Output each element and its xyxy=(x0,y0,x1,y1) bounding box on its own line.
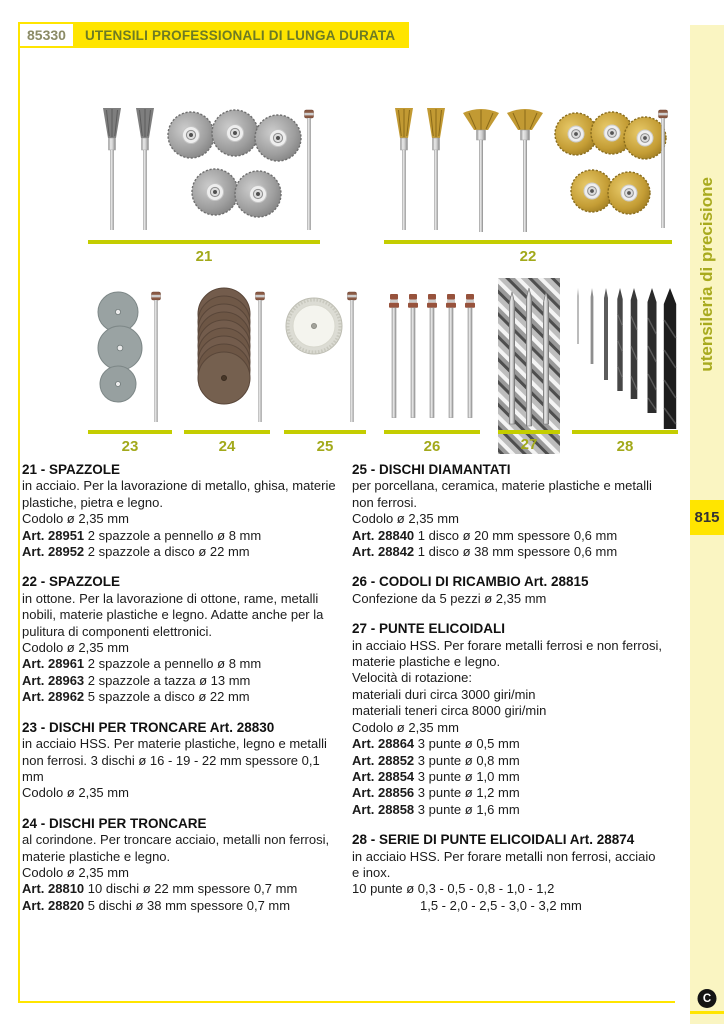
item-number: 26 xyxy=(423,438,441,455)
section-26 xyxy=(352,574,664,607)
section-28 xyxy=(352,832,664,914)
spare-mandrels-image xyxy=(384,284,480,430)
catalog-number: 85330 xyxy=(18,22,75,48)
item-number: 24 xyxy=(218,438,236,455)
page-title: UTENSILI PROFESSIONALI DI LUNGA DURATA xyxy=(75,22,409,48)
corundum-cutting-discs-image xyxy=(184,284,270,430)
item-underline xyxy=(184,430,270,434)
section-paragraph: Codolo ø 2,35 mm xyxy=(352,511,459,527)
section-23 xyxy=(22,720,340,802)
article-line: Art. 28854 3 punte ø 1,0 mm xyxy=(352,768,520,784)
diamond-disc-image xyxy=(284,284,366,430)
article-line: Art. 28864 3 punte ø 0,5 mm xyxy=(352,736,520,752)
side-strip-bottom-line xyxy=(690,1011,724,1014)
item-number: 27 xyxy=(520,436,538,453)
article-line: Art. 28858 3 punte ø 1,6 mm xyxy=(352,801,520,817)
article-line: Art. 28951 2 spazzole a pennello ø 8 mm xyxy=(22,527,262,543)
section-24 xyxy=(22,816,340,914)
page-number-badge: 815 xyxy=(690,500,724,535)
product-figure-25 xyxy=(284,284,366,455)
product-figure-22 xyxy=(384,102,672,265)
section-paragraph: Codolo ø 2,35 mm xyxy=(22,511,129,527)
section-heading: 27 - PUNTE ELICOIDALI xyxy=(352,621,506,637)
section-paragraph: Confezione da 5 pezzi ø 2,35 mm xyxy=(352,590,547,606)
description-column-right xyxy=(352,462,664,928)
product-figure-23 xyxy=(88,284,172,455)
section-paragraph: in acciaio HSS. Per materie plastiche, legno e metalli non ferrosi. 3 dischi ø 16 - 19 - 22 mm spessore 0,1 mm xyxy=(22,736,327,784)
article-line: Art. 28810 10 dischi ø 22 mm spessore 0,7 mm xyxy=(22,881,298,897)
section-heading: 26 - CODOLI DI RICAMBIO Art. 28815 xyxy=(352,574,589,590)
item-underline xyxy=(384,430,480,434)
twist-drill-series-image xyxy=(572,284,678,430)
article-line: Art. 28961 2 spazzole a pennello ø 8 mm xyxy=(22,656,262,672)
section-paragraph: Velocità di rotazione: xyxy=(352,670,472,686)
product-figure-21 xyxy=(88,102,320,265)
article-line: Art. 28852 3 punte ø 0,8 mm xyxy=(352,752,520,768)
item-number: 28 xyxy=(616,438,634,455)
product-figure-27 xyxy=(498,284,560,469)
section-paragraph: Codolo ø 2,35 mm xyxy=(352,719,459,735)
section-paragraph: Codolo ø 2,35 mm xyxy=(22,864,129,880)
product-figure-26 xyxy=(384,284,480,455)
section-27 xyxy=(352,621,664,818)
section-paragraph: 1,5 - 2,0 - 2,5 - 3,0 - 3,2 mm xyxy=(420,897,582,913)
steel-brush-set-image xyxy=(88,102,320,240)
section-paragraph: per porcellana, ceramica, materie plastiche e metalli non ferrosi. xyxy=(352,478,652,510)
section-paragraph: 10 punte ø 0,3 - 0,5 - 0,8 - 1,0 - 1,2 xyxy=(352,881,555,897)
description-column-left xyxy=(22,462,340,928)
header xyxy=(18,22,409,48)
c-logo-icon: C xyxy=(698,989,717,1008)
section-heading: 21 - SPAZZOLE xyxy=(22,462,121,477)
brass-brush-set-image xyxy=(384,102,672,240)
section-paragraph: Codolo ø 2,35 mm xyxy=(22,785,129,801)
side-strip-vertical-text: utensileria di precisione xyxy=(697,177,716,372)
section-paragraph: in ottone. Per la lavorazione di ottone, rame, metalli nobili, materie plastiche e legno. Adatte anche per la pulitura di componenti elettronici. xyxy=(22,590,324,639)
article-line: Art. 28820 5 dischi ø 38 mm spessore 0,7 mm xyxy=(22,897,291,913)
item-underline xyxy=(384,240,672,244)
section-heading: 24 - DISCHI PER TRONCARE xyxy=(22,815,207,831)
section-22 xyxy=(22,574,340,705)
item-underline xyxy=(88,240,320,244)
section-paragraph: in acciaio HSS. Per forare metalli ferrosi e non ferrosi, materie plastiche e legno. xyxy=(352,637,662,670)
item-number: 25 xyxy=(316,438,334,455)
section-heading: 25 - DISCHI DIAMANTATI xyxy=(352,462,511,477)
side-strip xyxy=(690,25,724,1024)
product-figure-24 xyxy=(184,284,270,455)
item-number: 22 xyxy=(519,248,537,265)
section-heading: 22 - SPAZZOLE xyxy=(22,574,121,590)
item-underline xyxy=(284,430,366,434)
item-underline xyxy=(572,430,678,434)
section-paragraph: materiali duri circa 3000 giri/min xyxy=(352,686,536,702)
item-underline xyxy=(88,430,172,434)
section-paragraph: in acciaio. Per la lavorazione di metallo, ghisa, materie plastiche, pietra e legno. xyxy=(22,478,336,510)
article-line: Art. 28952 2 spazzole a disco ø 22 mm xyxy=(22,544,250,560)
section-25 xyxy=(352,462,664,560)
section-paragraph: materiali teneri circa 8000 giri/min xyxy=(352,703,547,719)
section-heading: 28 - SERIE DI PUNTE ELICOIDALI Art. 28874 xyxy=(352,832,635,848)
hss-cutting-discs-image xyxy=(88,284,172,430)
section-paragraph: al corindone. Per troncare acciaio, metalli non ferrosi, materie plastiche e legno. xyxy=(22,832,330,864)
twist-drills-image xyxy=(498,278,560,454)
item-number: 21 xyxy=(195,248,213,265)
product-figure-28 xyxy=(572,284,678,455)
article-line: Art. 28962 5 spazzole a disco ø 22 mm xyxy=(22,689,250,705)
article-line: Art. 28842 1 disco ø 38 mm spessore 0,6 mm xyxy=(352,544,618,560)
article-line: Art. 28963 2 spazzole a tazza ø 13 mm xyxy=(22,672,251,688)
article-line: Art. 28840 1 disco ø 20 mm spessore 0,6 mm xyxy=(352,527,618,543)
article-line: Art. 28856 3 punte ø 1,2 mm xyxy=(352,785,520,801)
section-21 xyxy=(22,462,340,560)
item-underline xyxy=(498,430,560,434)
item-number: 23 xyxy=(121,438,139,455)
section-heading: 23 - DISCHI PER TRONCARE Art. 28830 xyxy=(22,719,275,735)
section-paragraph: in acciaio HSS. Per forare metalli non ferrosi, acciaio e inox. xyxy=(352,848,656,880)
section-paragraph: Codolo ø 2,35 mm xyxy=(22,640,129,656)
